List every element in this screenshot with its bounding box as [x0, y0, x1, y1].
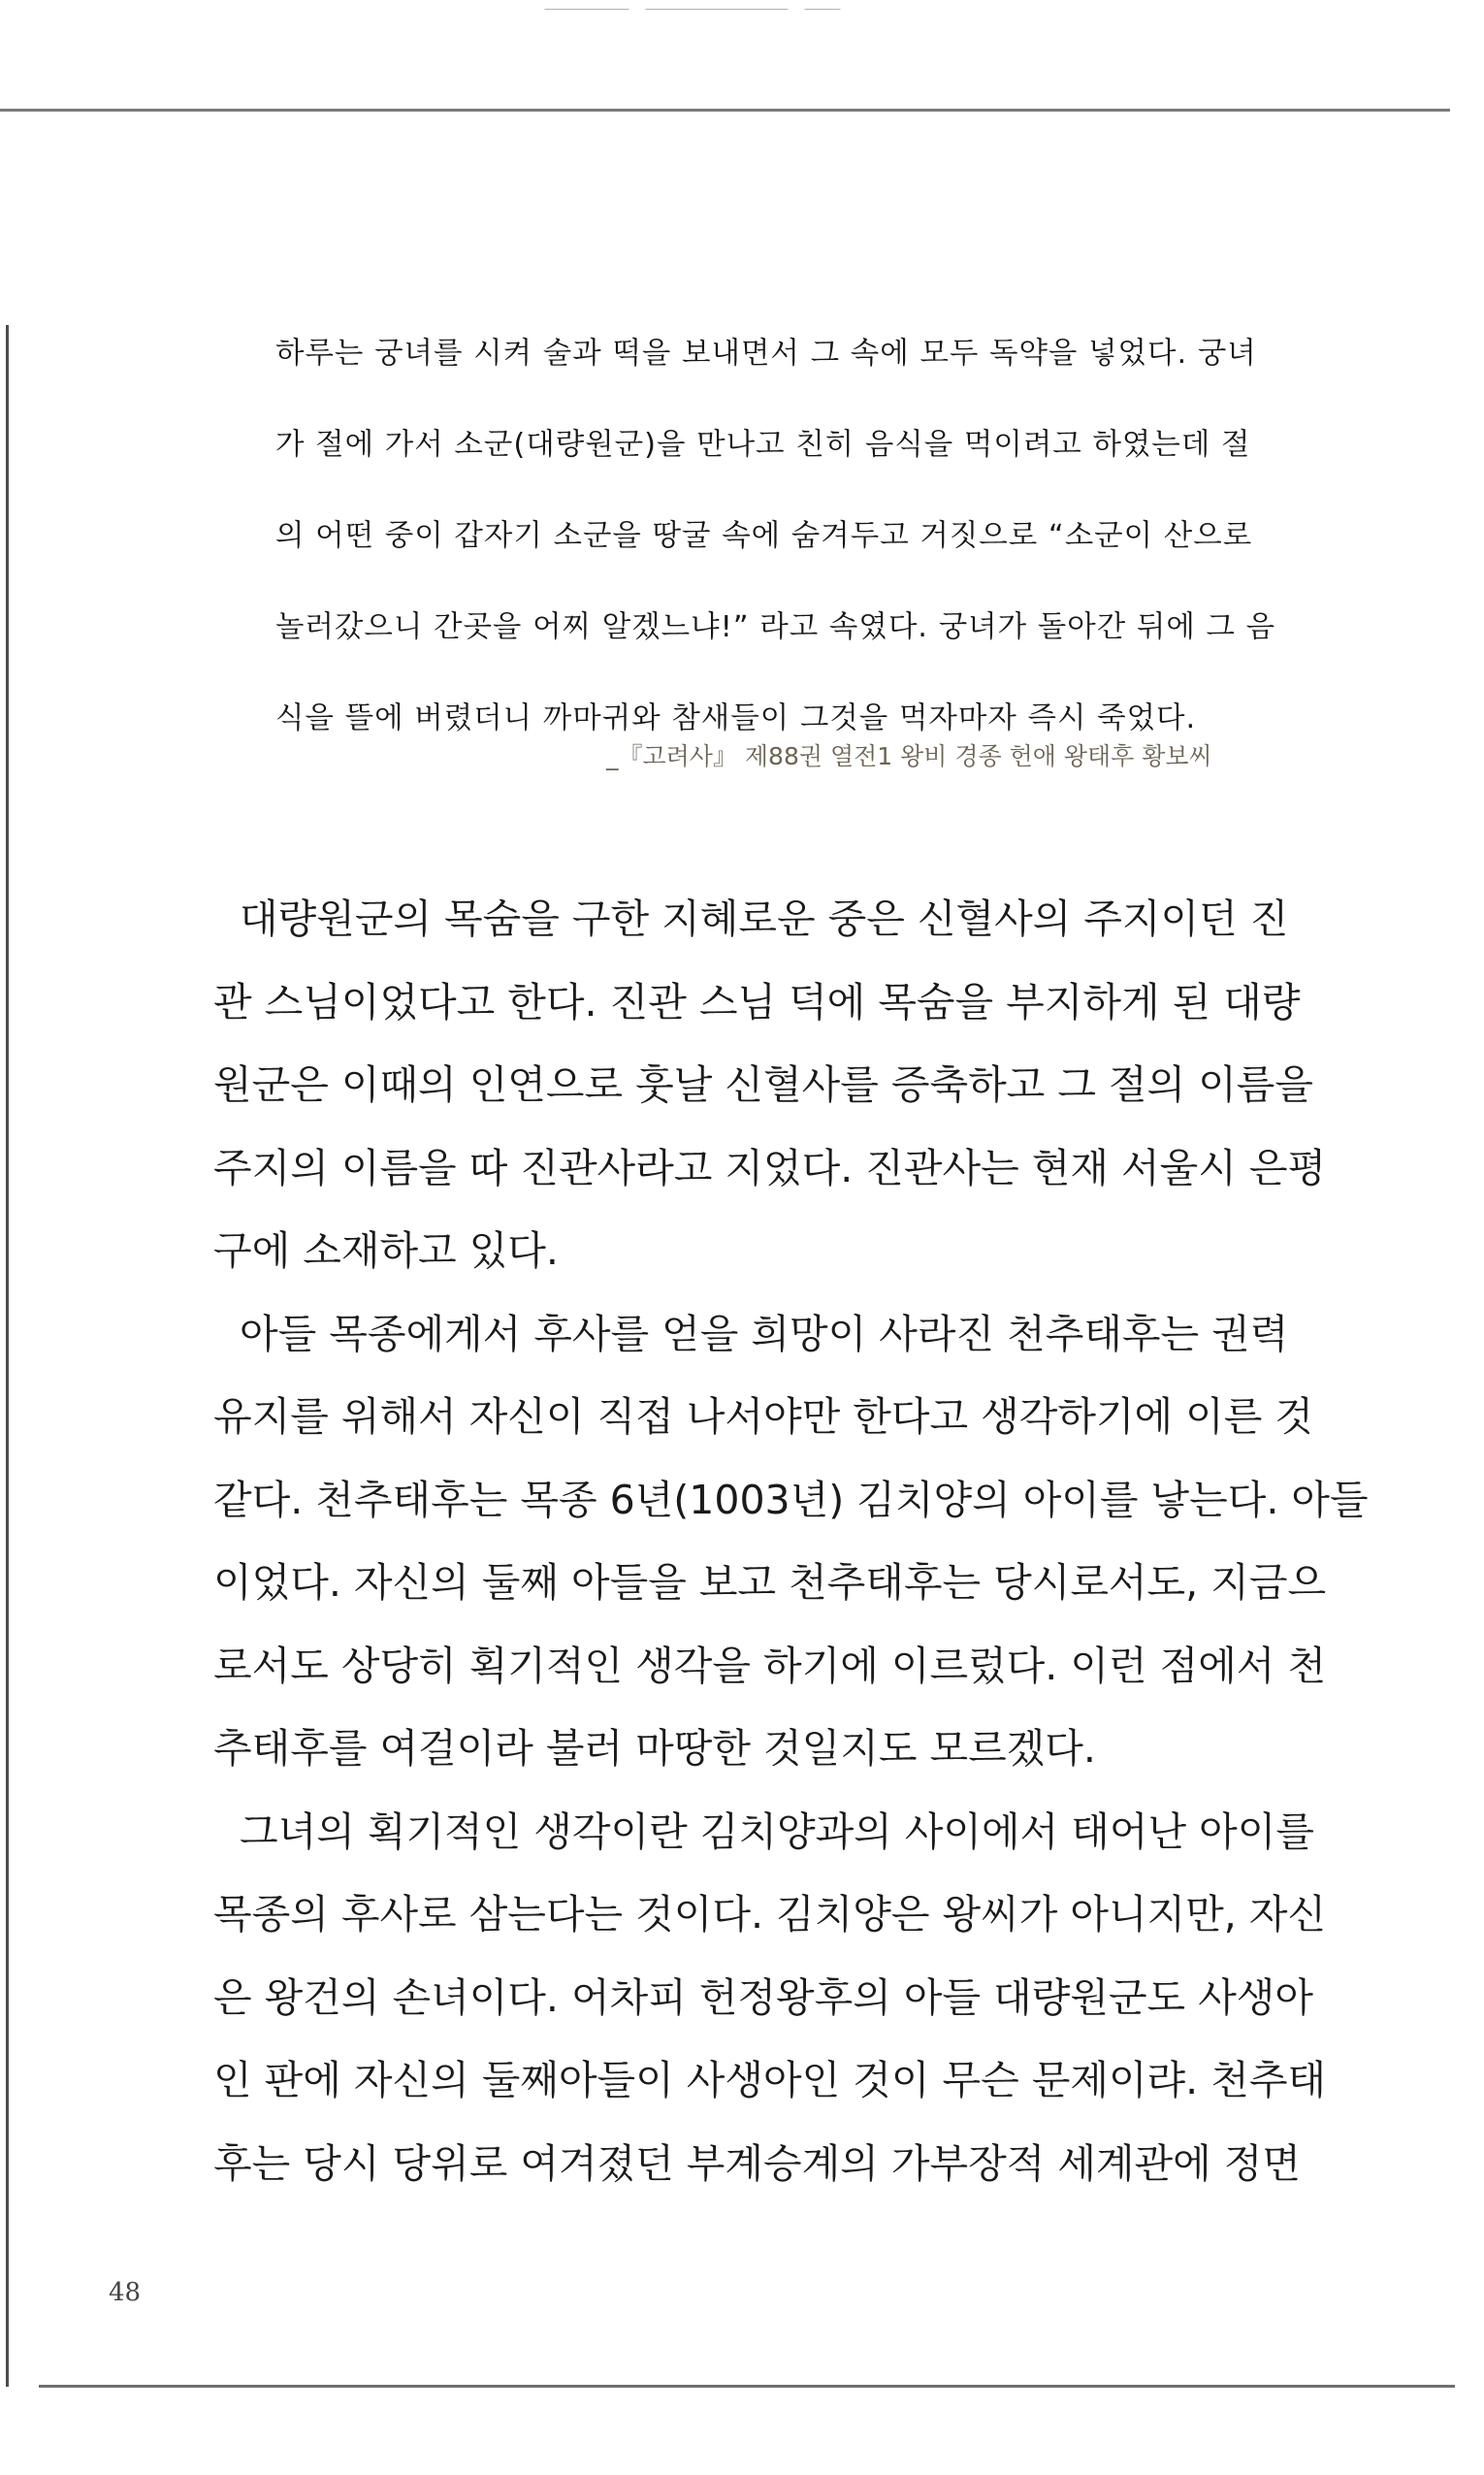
paragraph-line: 아들 목종에게서 후사를 얻을 희망이 사라진 천추태후는 권력 [240, 1310, 1289, 1357]
quote-line: 가 절에 가서 소군(대량원군)을 만나고 친히 음식을 먹이려고 하였는데 절 [275, 428, 1251, 462]
paragraph-line: 같다. 천추태후는 목종 6년(1003년) 김치양의 아이를 낳는다. 아들 [213, 1476, 1369, 1523]
page-number: 48 [109, 2278, 142, 2307]
paragraph-line: 후는 당시 당위로 여겨졌던 부계승계의 가부장적 세계관에 정면 [213, 2139, 1301, 2187]
quote-line: 식을 뜰에 버렸더니 까마귀와 참새들이 그것을 먹자마자 즉시 죽었다. [275, 701, 1197, 735]
page-bottom-edge [39, 2385, 1455, 2388]
body-text [213, 878, 1369, 2205]
quote-source: _『고려사』 제88권 열전1 왕비 경종 헌애 왕태후 황보씨 [606, 742, 1212, 770]
paragraph-line: 인 판에 자신의 둘째아들이 사생아인 것이 무슨 문제이랴. 천추태 [213, 2057, 1327, 2103]
quote-line: 놀러갔으니 간곳을 어찌 알겠느냐!” 라고 속였다. 궁녀가 돌아간 뒤에 그 음 [275, 610, 1276, 644]
paragraph-line: 대량원군의 목숨을 구한 지혜로운 중은 신혈사의 주지이던 진 [240, 896, 1289, 942]
paragraph-line: 유지를 위해서 자신이 직접 나서야만 한다고 생각하기에 이른 것 [213, 1393, 1314, 1440]
paragraph-line: 관 스님이었다고 한다. 진관 스님 덕에 목숨을 부지하게 된 대량 [213, 978, 1301, 1026]
quote-line: 의 어떤 중이 갑자기 소군을 땅굴 속에 숨겨두고 거짓으로 “소군이 산으로 [275, 519, 1253, 553]
page-left-edge [6, 325, 9, 2387]
paragraph-line: 목종의 후사로 삼는다는 것이다. 김치양은 왕씨가 아니지만, 자신 [213, 1891, 1327, 1938]
paragraph-line: 그녀의 획기적인 생각이란 김치양과의 사이에서 태어난 아이를 [240, 1807, 1314, 1855]
paragraph-line: 구에 소재하고 있다. [213, 1227, 559, 1274]
quote-line: 하루는 궁녀를 시켜 술과 떡을 보내면서 그 속에 모두 독약을 넣었다. 궁녀 [275, 337, 1257, 371]
paragraph-line: 추태후를 여걸이라 불러 마땅한 것일지도 모르겠다. [213, 1725, 1096, 1772]
quote-block [275, 309, 1323, 765]
top-cut-off-text [543, 0, 1086, 10]
paragraph-line: 주지의 이름을 따 진관사라고 지었다. 진관사는 현재 서울시 은평 [213, 1144, 1327, 1191]
paragraph-line: 로서도 상당히 획기적인 생각을 하기에 이르렀다. 이런 점에서 천 [213, 1642, 1327, 1689]
paragraph-line: 은 왕건의 손녀이다. 어차피 헌정왕후의 아들 대량원군도 사생아 [213, 1973, 1314, 2021]
paragraph-line: 원군은 이때의 인연으로 훗날 신혈사를 증축하고 그 절의 이름을 [213, 1061, 1314, 1108]
page-top-edge [0, 109, 1450, 112]
paragraph-line: 이었다. 자신의 둘째 아들을 보고 천추태후는 당시로서도, 지금으 [213, 1559, 1327, 1606]
